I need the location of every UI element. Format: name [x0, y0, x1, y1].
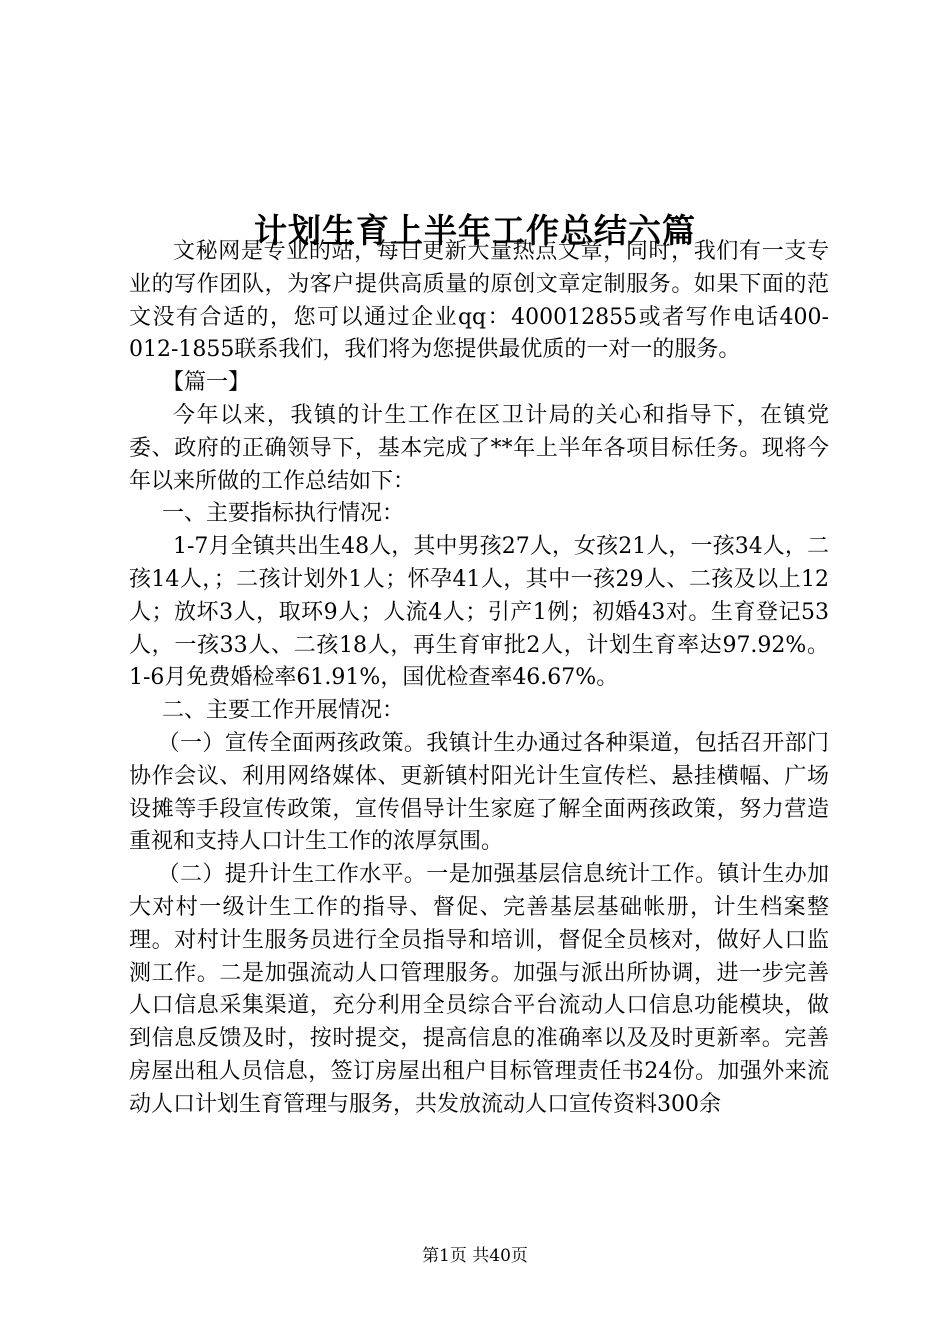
intro-paragraph: 文秘网是专业的站，每日更新大量热点文章，同时，我们有一支专业的写作团队，为客户提供高质量的原创文章定制服务。如果下面的范文没有合适的，您可以通过企业qq：400012855或者写作电话400-012-1855联系我们，我们将为您提供最优质的一对一的服务。	[129, 239, 829, 363]
body-paragraph: （一）宣传全面两孩政策。我镇计生办通过各种渠道，包括召开部门协作会议、利用网络媒体、更新镇村阳光计生宣传栏、悬挂横幅、广场设摊等手段宣传政策，宣传倡导计生家庭了解全面两孩政策，努力营造重视和支持人口计生工作的浓厚氛围。	[129, 730, 829, 855]
section-heading: 二、主要工作开展情况：	[162, 698, 405, 724]
page-title: 计划生育上半年工作总结六篇	[254, 211, 696, 251]
part-heading: 【篇一】	[162, 370, 251, 396]
page-number-footer: 第1页 共40页	[422, 1246, 528, 1266]
body-paragraph: 1-7月全镇共出生48人，其中男孩27人，女孩21人，一孩34人，二孩14人，；二孩计划外1人；怀孕41人，其中一孩29人、二孩及以上12人；放坏3人，取环9人；人流4人；引产1例；初婚43对。生育登记53人，一孩33人、二孩18人，再生育审批2人，计划生育率达97.92%。1-6月免费婚检率61.91%，国优检查率46.67%。	[129, 534, 829, 691]
body-paragraph: （二）提升计生工作水平。一是加强基层信息统计工作。镇计生办加大对村一级计生工作的指导、督促、完善基层基础帐册，计生档案整理。对村计生服务员进行全员指导和培训，督促全员核对，做好人口监测工作。二是加强流动人口管理服务。加强与派出所协调，进一步完善人口信息采集渠道，充分利用全员综合平台流动人口信息功能模块，做到信息反馈及时，按时提交，提高信息的准确率以及及时更新率。完善房屋出租人员信息，签订房屋出租户目标管理责任书24份。加强外来流动人口计划生育管理与服务，共发放流动人口宣传资料300余	[129, 862, 829, 1117]
body-paragraph: 今年以来，我镇的计生工作在区卫计局的关心和指导下，在镇党委、政府的正确领导下，基本完成了**年上半年各项目标任务。现将今年以来所做的工作总结如下：	[129, 402, 829, 494]
section-heading: 一、主要指标执行情况：	[162, 501, 405, 527]
document-body	[129, 236, 829, 1122]
